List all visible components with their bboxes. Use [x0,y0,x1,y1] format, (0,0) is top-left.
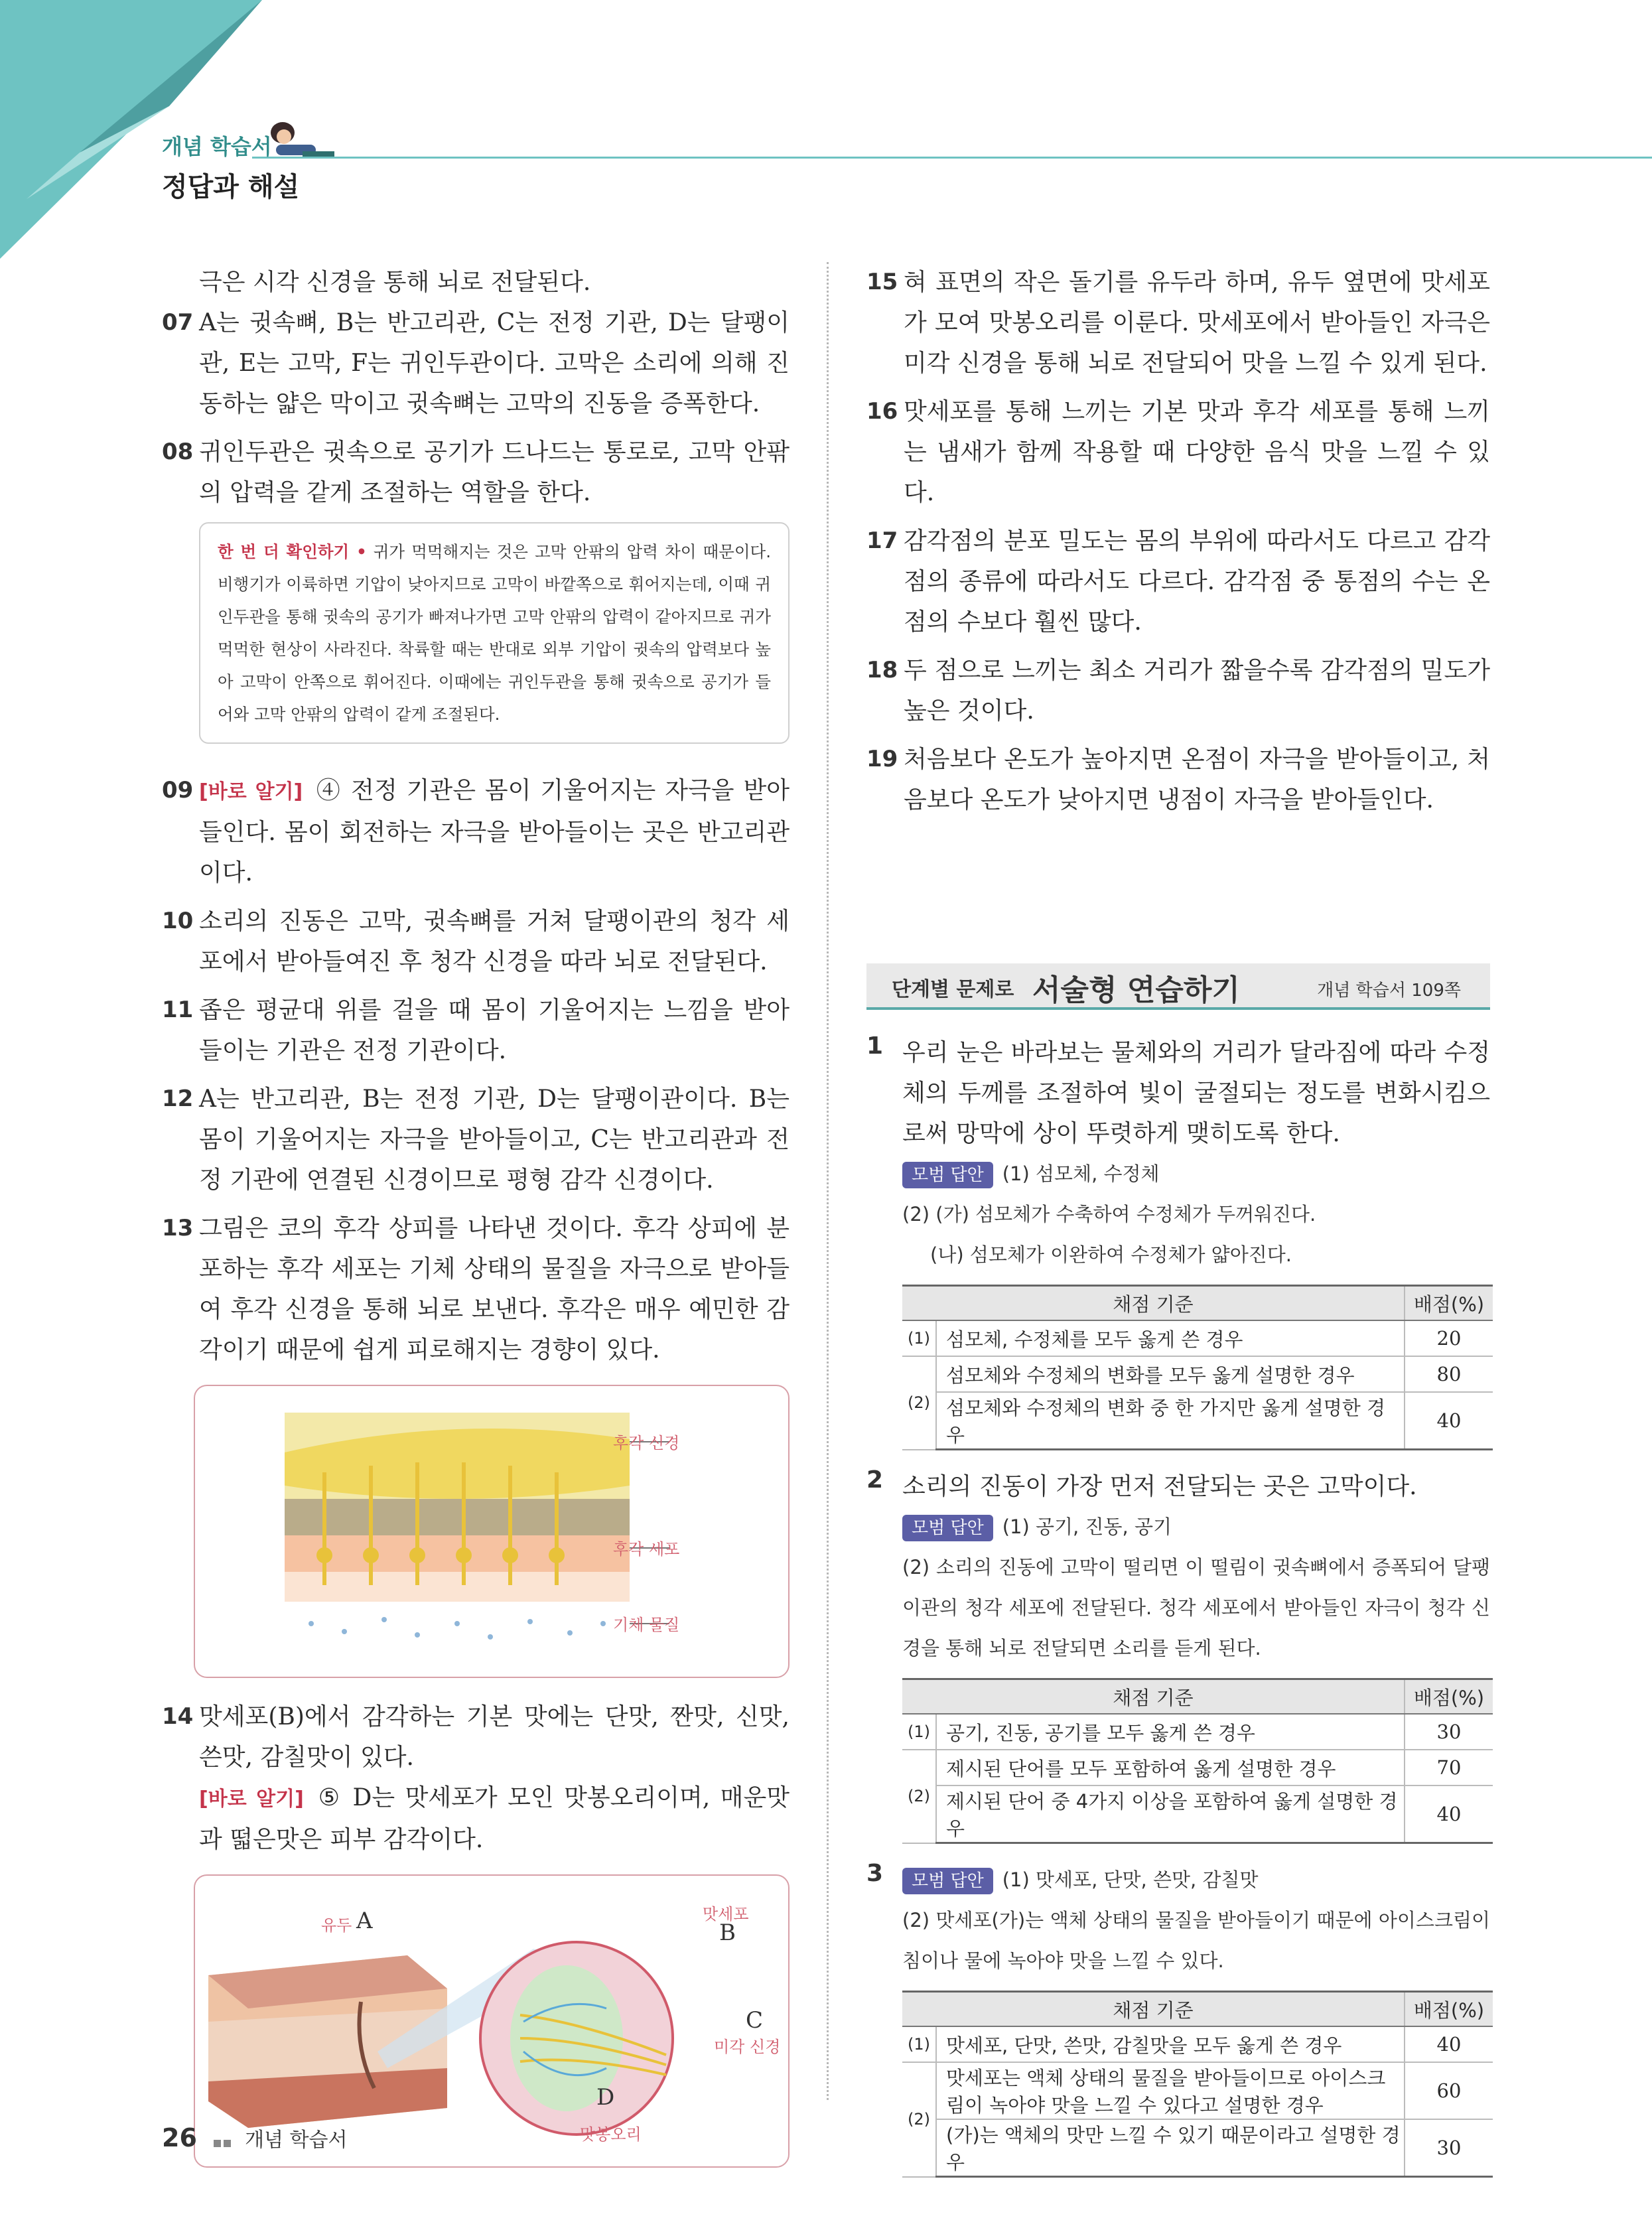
points-header: 배점(%) [1405,1992,1493,2027]
answer-part-3: (나) 섬모체가 이완하여 수정체가 얇아진다. [930,1243,1292,1266]
question-1 [866,1032,1490,1450]
row-points: 60 [1405,2062,1493,2119]
row-points: 30 [1405,1714,1493,1750]
table-row [902,1750,1493,1785]
answer-10 [162,901,790,982]
table-row [902,1392,1493,1450]
row-points: 40 [1405,2026,1493,2062]
model-answer-3 [902,1860,1490,1900]
row-index: (2) [902,2062,936,2177]
answer-number: 13 [162,1215,194,1241]
page-number: 26 [162,2123,197,2152]
answer-14 [162,1697,790,1860]
answer-number: 09 [162,777,194,804]
model-answer-2 [902,1507,1490,1547]
question-2 [866,1466,1490,1844]
letter-a: A [356,1908,373,1934]
section-title: 서술형 연습하기 [1032,973,1240,1007]
correction-tag: [바로 알기] [199,1787,304,1811]
answer-16 [866,391,1490,513]
olfactory-nerve-label: 후각 신경 [613,1434,680,1452]
answer-part-1: (1) 맛세포, 단맛, 쓴맛, 감칠맛 [1002,1868,1259,1891]
criteria-header: 채점 기준 [902,1679,1405,1715]
answer-part-1: (1) 공기, 진동, 공기 [1002,1515,1172,1538]
answer-number: 11 [162,997,194,1023]
answer-number: 08 [162,439,194,465]
answer-text: 그림은 코의 후각 상피를 나타낸 것이다. 후각 상피에 분포하는 후각 세포는 기체 상태의 물질을 자극으로 받아들여 후각 신경을 통해 뇌로 보낸다. 후각은 매우 예민한 감각이기 때문에 쉽게 피로해지는 경향이 있다. [199,1215,790,1364]
answer-text: ④ 전정 기관은 몸이 기울어지는 자극을 받아들인다. 몸이 회전하는 자극을 받아들이는 곳은 반고리관이다. [199,777,790,886]
reading-girl-icon [263,118,336,159]
answer-13 [162,1208,790,1370]
taste-bud-label: 맛봉오리 [580,2125,642,2144]
criteria-header: 채점 기준 [902,1286,1405,1321]
table-row [902,1785,1493,1843]
gas-substance-label: 기체 물질 [613,1616,680,1634]
row-points: 70 [1405,1750,1493,1785]
table-header-row [902,1992,1493,2027]
row-criteria: 제시된 단어 중 4가지 이상을 포함하여 옳게 설명한 경우 [936,1785,1405,1843]
taste-bud-illustration [208,1889,779,2154]
points-header: 배점(%) [1405,1286,1493,1321]
row-index: (2) [902,1750,936,1843]
header-subtitle: 개념 학습서 [162,134,272,159]
answer-number: 07 [162,309,194,336]
question-text: 우리 눈은 바라보는 물체와의 거리가 달라짐에 따라 수정체의 두께를 조절하여 빛이 굴절되는 정도를 변화시킴으로써 망막에 상이 뚜렷하게 맺히도록 한다. [902,1039,1490,1147]
answer-text: 맛세포를 통해 느끼는 기본 맛과 후각 세포를 통해 느끼는 냄새가 함께 작용할 때 다양한 음식 맛을 느낄 수 있다. [904,398,1490,506]
check-again-box [199,522,790,744]
model-answer-badge: 모범 답안 [902,1162,993,1188]
section-header [866,963,1490,1016]
answer-number: 12 [162,1085,194,1112]
answer-17 [866,521,1490,642]
olfactory-cell-label: 후각 세포 [613,1540,680,1559]
model-answer-badge: 모범 답안 [902,1868,993,1894]
table-row [902,1356,1493,1392]
answer-number: 16 [866,398,898,425]
answer-text: 소리의 진동은 고막, 귓속뼈를 거쳐 달팽이관의 청각 세포에서 받아들여진 후 청각 신경을 따라 뇌로 전달된다. [199,908,790,975]
answer-11 [162,990,790,1071]
row-criteria: 공기, 진동, 공기를 모두 옳게 쓴 경우 [936,1714,1405,1750]
scoring-table [902,1285,1493,1450]
row-points: 20 [1405,1320,1493,1356]
row-index: (1) [902,1714,936,1750]
olfactory-epithelium-illustration [285,1413,630,1651]
question-number: 1 [866,1032,884,1060]
gustatory-nerve-label: 미각 신경 [714,2038,781,2056]
check-again-label: 한 번 더 확인하기 • [218,542,367,561]
question-3 [866,1860,1490,2178]
check-again-text: 귀가 먹먹해지는 것은 고막 안팎의 압력 차이 때문이다. 비행기가 이륙하면 기압이 낮아지므로 고막이 바깥쪽으로 휘어지는데, 이때 귀인두관을 통해 귓속의 공기가 빠져나가면 고막 안팎의 압력이 같아지므로 귀가 먹먹한 현상이 사라진다. 착륙할 때는 반대로 외부 기압이 귓속의 압력보다 높아 고막이 안쪽으로 휘어진다. 이때에는 귀인두관을 통해 귓속으로 공기가 들어와 고막 안팎의 압력이 같게 조절된다. [218,542,771,724]
scoring-table [902,1991,1493,2178]
section-page-ref: 개념 학습서 109쪽 [1317,981,1461,1001]
letter-c: C [746,2007,764,2034]
section-title-small: 단계별 문제로 [892,978,1014,1001]
table-row [902,1320,1493,1356]
answer-number: 10 [162,908,194,934]
row-points: 40 [1405,1785,1493,1843]
answer-part-1: (1) 섬모체, 수정체 [1002,1162,1160,1185]
footer-squares-icon [214,2136,234,2149]
model-answer-badge: 모범 답안 [902,1515,993,1541]
taste-cell-label: 맛세포 [703,1905,749,1924]
answer-07 [162,303,790,424]
answer-number: 17 [866,527,898,554]
answer-15 [866,262,1490,384]
table-row [902,2119,1493,2177]
answer-text: 두 점으로 느끼는 최소 거리가 짧을수록 감각점의 밀도가 높은 것이다. [904,657,1490,725]
answer-number: 14 [162,1703,194,1730]
row-points: 40 [1405,1392,1493,1450]
row-points: 30 [1405,2119,1493,2177]
answer-09 [162,770,790,893]
row-index: (1) [902,2026,936,2062]
correction-tag: [바로 알기] [199,780,303,804]
answer-18 [866,650,1490,731]
letter-d: D [596,2084,615,2111]
answer-number: 15 [866,269,898,295]
header-title: 정답과 해설 [162,172,300,202]
column-divider [827,262,829,2100]
papilla-label: 유두 [321,1916,352,1935]
answer-08 [162,432,790,513]
answer-text: 맛세포(B)에서 감각하는 기본 맛에는 단맛, 짠맛, 신맛, 쓴맛, 감칠맛이 있다. [199,1703,790,1771]
criteria-header: 채점 기준 [902,1992,1405,2027]
question-text: 소리의 진동이 가장 먼저 전달되는 곳은 고막이다. [902,1473,1417,1500]
model-answer-1 [902,1154,1490,1194]
row-index: (1) [902,1320,936,1356]
footer-label: 개념 학습서 [245,2129,348,2152]
row-criteria: 섬모체와 수정체의 변화 중 한 가지만 옳게 설명한 경우 [936,1392,1405,1450]
table-row [902,1714,1493,1750]
answer-number: 18 [866,657,898,683]
left-column [162,262,790,2168]
row-criteria: 제시된 단어를 모두 포함하여 옳게 설명한 경우 [936,1750,1405,1785]
table-row [902,2026,1493,2062]
table-row [902,2062,1493,2119]
row-criteria: (가)는 액체의 맛만 느낄 수 있기 때문이라고 설명한 경우 [936,2119,1405,2177]
page-footer [162,2123,348,2152]
question-number: 3 [866,1860,884,1887]
answer-19 [866,739,1490,820]
answer-12 [162,1079,790,1200]
header-rule [252,157,1652,159]
answer-text: 혀 표면의 작은 돌기를 유두라 하며, 유두 옆면에 맛세포가 모여 맛봉오리를 이룬다. 맛세포에서 받아들인 자극은 미각 신경을 통해 뇌로 전달되어 맛을 느낄 수 있게 된다. [904,269,1490,377]
letter-b: B [719,1920,736,1946]
row-points: 80 [1405,1356,1493,1392]
answer-text: 좁은 평균대 위를 걸을 때 몸이 기울어지는 느낌을 받아들이는 기관은 전정 기관이다. [199,997,790,1064]
answer-text: 감각점의 분포 밀도는 몸의 부위에 따라서도 다르고 감각점의 종류에 따라서도 다르다. 감각점 중 통점의 수는 온점의 수보다 훨씬 많다. [904,527,1490,636]
question-number: 2 [866,1466,884,1494]
table-header-row [902,1286,1493,1321]
answer-part-2: (2) 소리의 진동에 고막이 떨리면 이 떨림이 귓속뼈에서 증폭되어 달팽이관의 청각 세포에 전달된다. 청각 세포에서 받아들인 자극이 청각 신경을 통해 뇌로 전달되면 소리를 듣게 된다. [902,1556,1490,1659]
answer-text: A는 귓속뼈, B는 반고리관, C는 전정 기관, D는 달팽이관, E는 고막, F는 귀인두관이다. 고막은 소리에 의해 진동하는 얇은 막이고 귓속뼈는 고막의 진동을 증폭한다. [199,309,790,417]
answer-text: 처음보다 온도가 높아지면 온점이 자극을 받아들이고, 처음보다 온도가 낮아지면 냉점이 자극을 받아들인다. [904,746,1490,813]
answer-part-2: (2) 맛세포(가)는 액체 상태의 물질을 받아들이기 때문에 아이스크림이 침이나 물에 녹아야 맛을 느낄 수 있다. [902,1909,1490,1972]
points-header: 배점(%) [1405,1679,1493,1715]
row-criteria: 섬모체, 수정체를 모두 옳게 쓴 경우 [936,1320,1405,1356]
scoring-table [902,1678,1493,1844]
intro-text: 극은 시각 신경을 통해 뇌로 전달된다. [199,269,591,296]
answer-part-2: (2) (가) 섬모체가 수축하여 수정체가 두꺼워진다. [902,1203,1316,1225]
olfactory-epithelium-figure [194,1385,790,1678]
table-header-row [902,1679,1493,1715]
answer-text: 귀인두관은 귓속으로 공기가 드나드는 통로로, 고막 안팎의 압력을 같게 조절하는 역할을 한다. [199,439,790,506]
right-column [866,262,1490,2184]
correction-text: ⑤ D는 맛세포가 모인 맛봉오리이며, 매운맛과 떫은맛은 피부 감각이다. [199,1784,790,1853]
row-criteria: 섬모체와 수정체의 변화를 모두 옳게 설명한 경우 [936,1356,1405,1392]
row-criteria: 맛세포, 단맛, 쓴맛, 감칠맛을 모두 옳게 쓴 경우 [936,2026,1405,2062]
answer-text: A는 반고리관, B는 전정 기관, D는 달팽이관이다. B는 몸이 기울어지는 자극을 받아들이고, C는 반고리관과 전정 기관에 연결된 신경이므로 평형 감각 신경이다. [199,1085,790,1194]
row-criteria: 맛세포는 액체 상태의 물질을 받아들이므로 아이스크림이 녹아야 맛을 느낄 수 있다고 설명한 경우 [936,2062,1405,2119]
row-index: (2) [902,1356,936,1450]
answer-number: 19 [866,746,898,772]
